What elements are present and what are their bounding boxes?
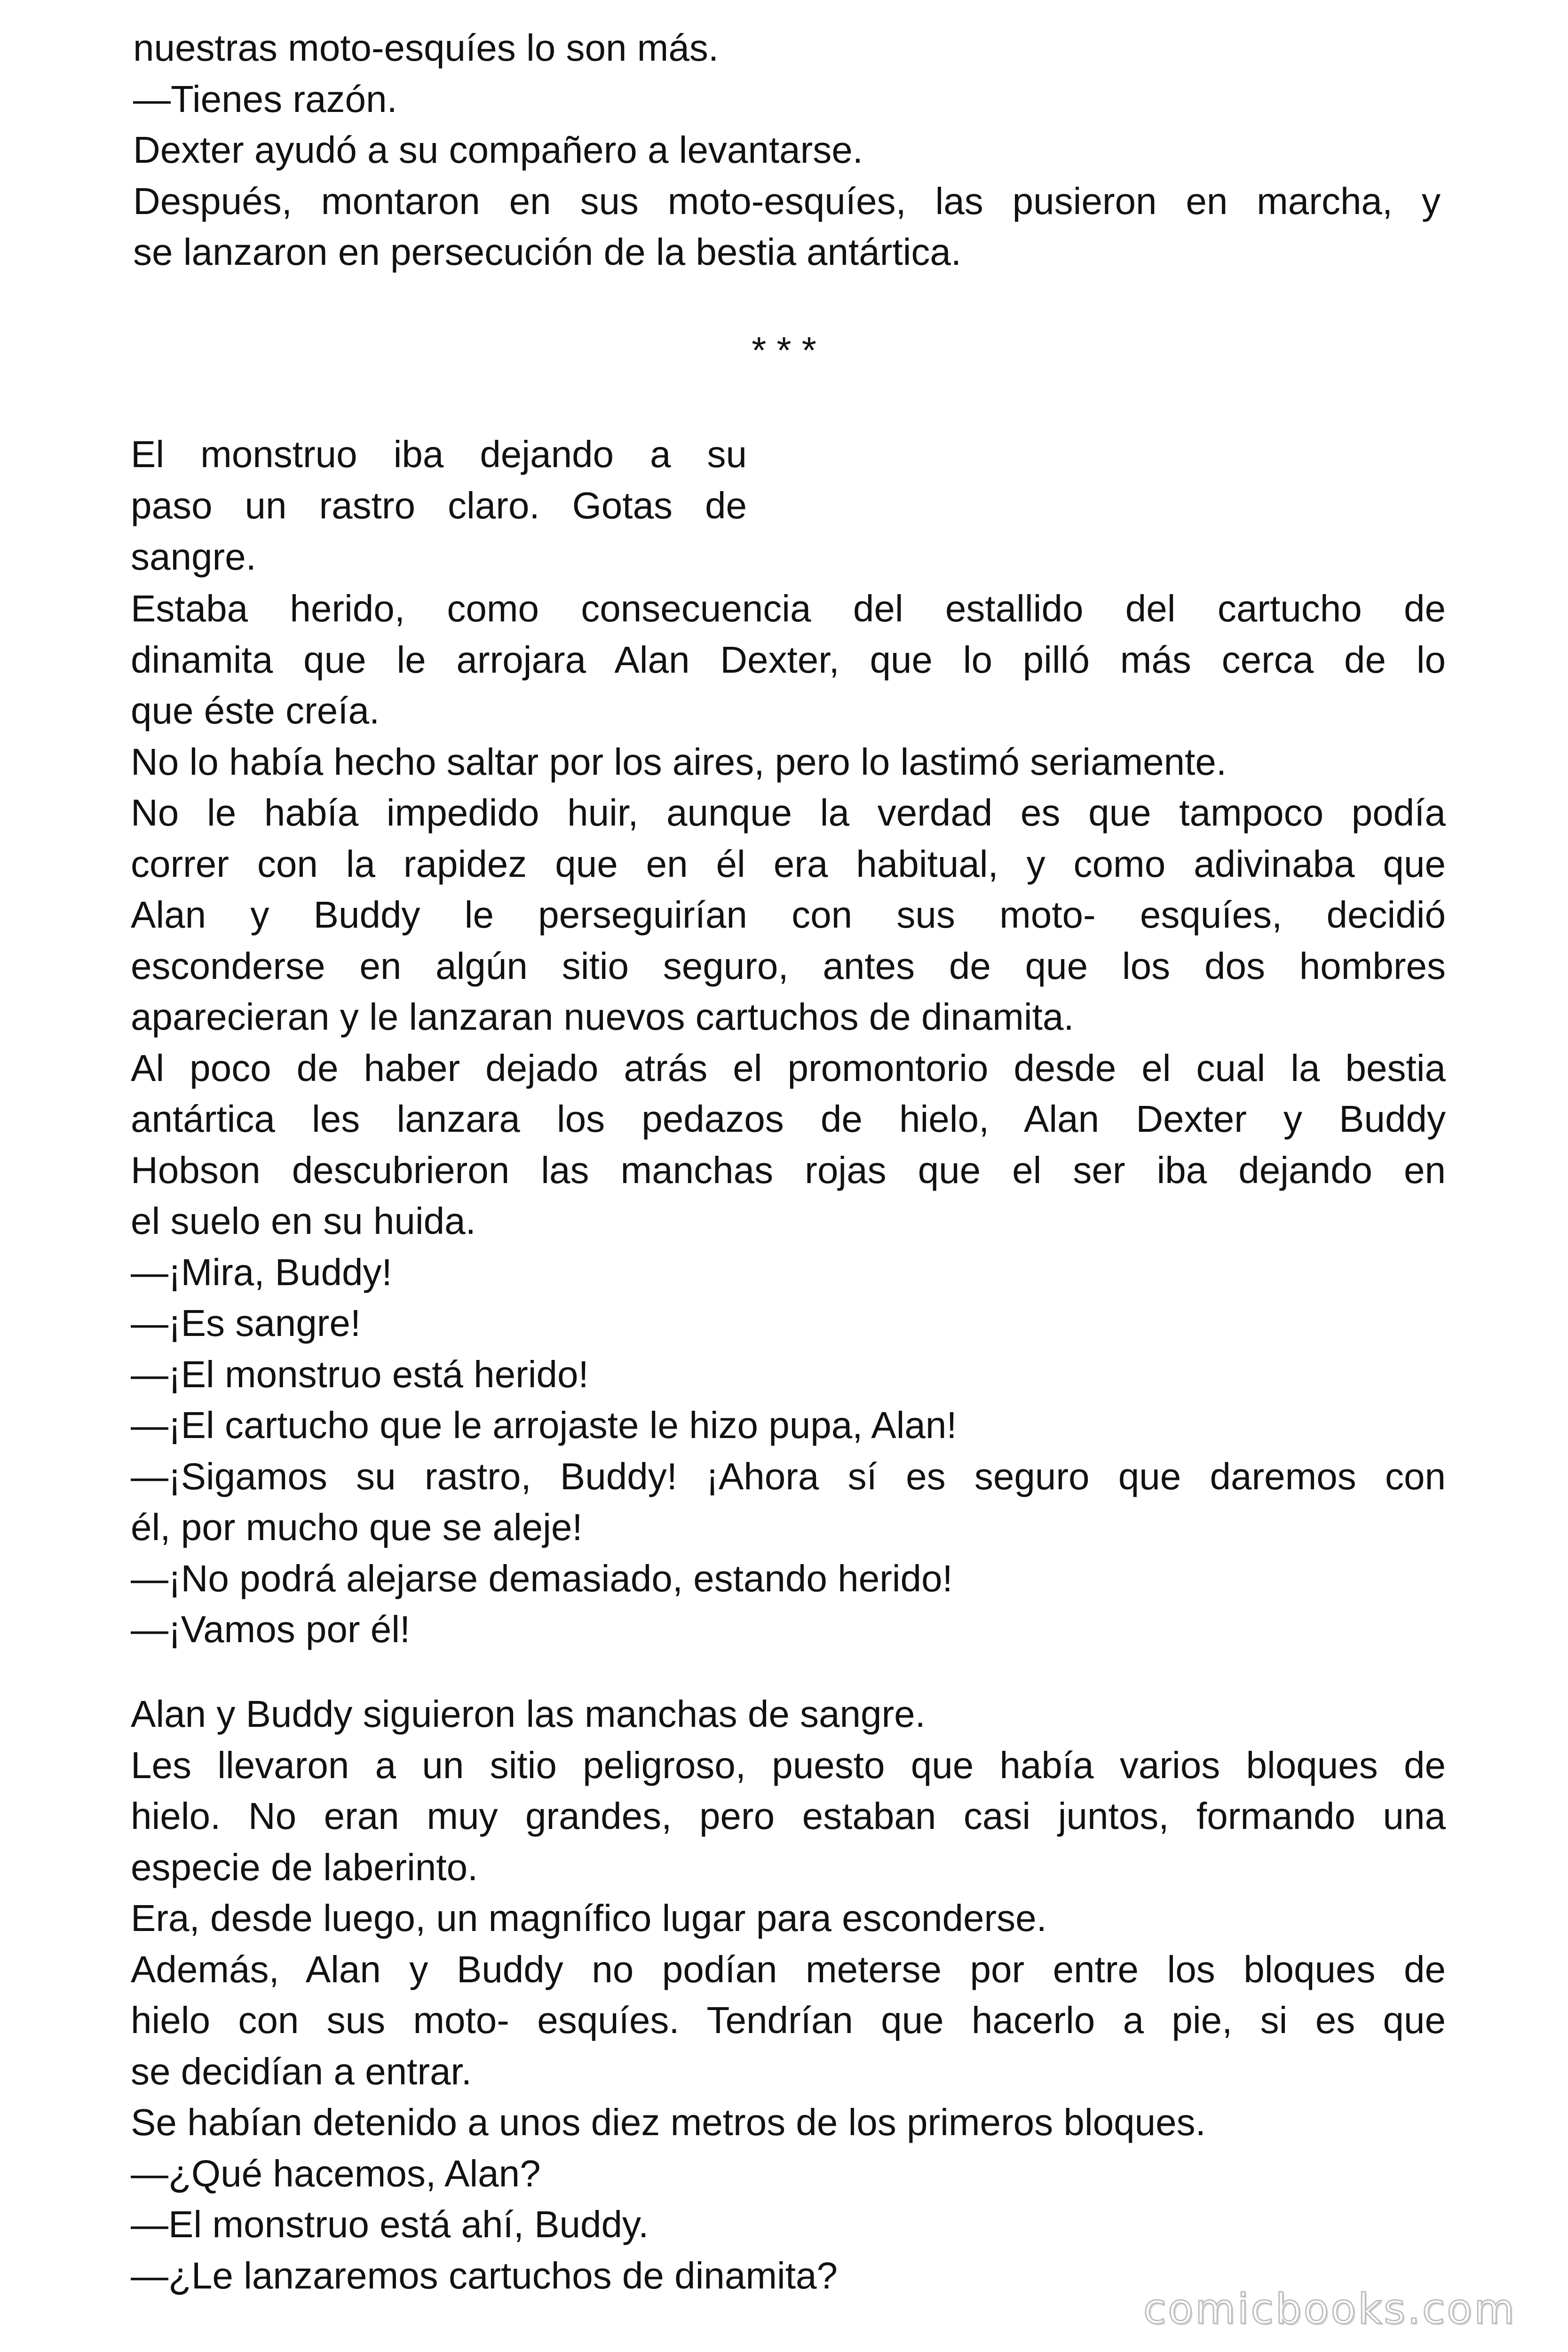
text-line: —El monstruo está ahí, Buddy. <box>131 2203 649 2245</box>
text-line: Dexter ayudó a su compañero a levantarse. <box>133 129 863 171</box>
text-line: él, por mucho que se aleje! <box>131 1506 583 1548</box>
text-line: Les llevaron a un sitio peligroso, puesto que había varios bloques de <box>131 1744 1446 1786</box>
text-line: Después, montaron en sus moto-esquíes, las pusieron en marcha, y <box>133 180 1441 222</box>
text-line: —¡No podrá alejarse demasiado, estando herido! <box>131 1557 953 1599</box>
text-line: especie de laberinto. <box>131 1846 478 1888</box>
text-line: Era, desde luego, un magnífico lugar para esconderse. <box>131 1897 1047 1939</box>
text-line: —¿Qué hacemos, Alan? <box>131 2152 541 2194</box>
watermark-logo: comicbooks.com <box>1143 2285 1516 2333</box>
text-line: —¡Vamos por él! <box>131 1608 411 1650</box>
text-line: se lanzaron en persecución de la bestia antártica. <box>133 231 962 273</box>
text-line: —¡El cartucho que le arrojaste le hizo pupa, Alan! <box>131 1404 957 1446</box>
intro-paragraph <box>131 429 747 531</box>
text-line: —Tienes razón. <box>133 78 397 120</box>
text-line: sangre. <box>131 536 256 578</box>
text-line: aparecieran y le lanzaran nuevos cartuchos de dinamita. <box>131 996 1074 1038</box>
text-line: paso un rastro claro. Gotas de <box>131 484 747 526</box>
body-paragraphs <box>131 583 1446 1655</box>
text-line: Se habían detenido a unos diez metros de los primeros bloques. <box>131 2101 1206 2143</box>
text-line: nuestras moto-esquíes lo son más. <box>133 27 719 69</box>
text-line: —¡Sigamos su rastro, Buddy! ¡Ahora sí es seguro que daremos con <box>131 1455 1446 1497</box>
text-line: Hobson descubrieron las manchas rojas que el ser iba dejando en <box>131 1149 1446 1191</box>
text-line: Estaba herido, como consecuencia del estallido del cartucho de <box>131 588 1446 629</box>
section-separator: * * * <box>752 329 816 371</box>
text-line: Al poco de haber dejado atrás el promontorio desde el cual la bestia <box>131 1047 1446 1089</box>
text-line: antártica les lanzara los pedazos de hielo, Alan Dexter y Buddy <box>131 1098 1446 1140</box>
body-paragraphs-continued <box>131 1689 1446 2301</box>
text-line: No lo había hecho saltar por los aires, pero lo lastimó seriamente. <box>131 740 1227 783</box>
text-line: Alan y Buddy siguieron las manchas de sangre. <box>131 1693 926 1735</box>
text-line: dinamita que le arrojara Alan Dexter, que lo pilló más cerca de lo <box>131 638 1446 681</box>
text-line: No le había impedido huir, aunque la verdad es que tampoco podía <box>131 792 1446 834</box>
intro-paragraph-end <box>131 532 747 583</box>
text-line: El monstruo iba dejando a su <box>131 433 747 475</box>
text-line: se decidían a entrar. <box>131 2050 472 2092</box>
text-line: hielo con sus moto- esquíes. Tendrían que hacerlo a pie, si es que <box>131 1999 1446 2041</box>
text-line: Además, Alan y Buddy no podían meterse por entre los bloques de <box>131 1948 1446 1990</box>
text-line: que éste creía. <box>131 690 380 731</box>
text-line: correr con la rapidez que en él era habitual, y como adivinaba que <box>131 842 1446 885</box>
text-line: hielo. No eran muy grandes, pero estaban casi juntos, formando una <box>131 1795 1446 1837</box>
text-line: el suelo en su huida. <box>131 1200 476 1242</box>
text-line: Alan y Buddy le perseguirían con sus moto- esquíes, decidió <box>131 894 1446 936</box>
text-line: —¡Mira, Buddy! <box>131 1251 392 1293</box>
opening-paragraphs <box>133 23 1441 278</box>
text-line: —¡Es sangre! <box>131 1302 361 1344</box>
text-line: —¿Le lanzaremos cartuchos de dinamita? <box>131 2254 838 2296</box>
text-line: esconderse en algún sitio seguro, antes de que los dos hombres <box>131 945 1446 987</box>
text-line: —¡El monstruo está herido! <box>131 1353 589 1395</box>
